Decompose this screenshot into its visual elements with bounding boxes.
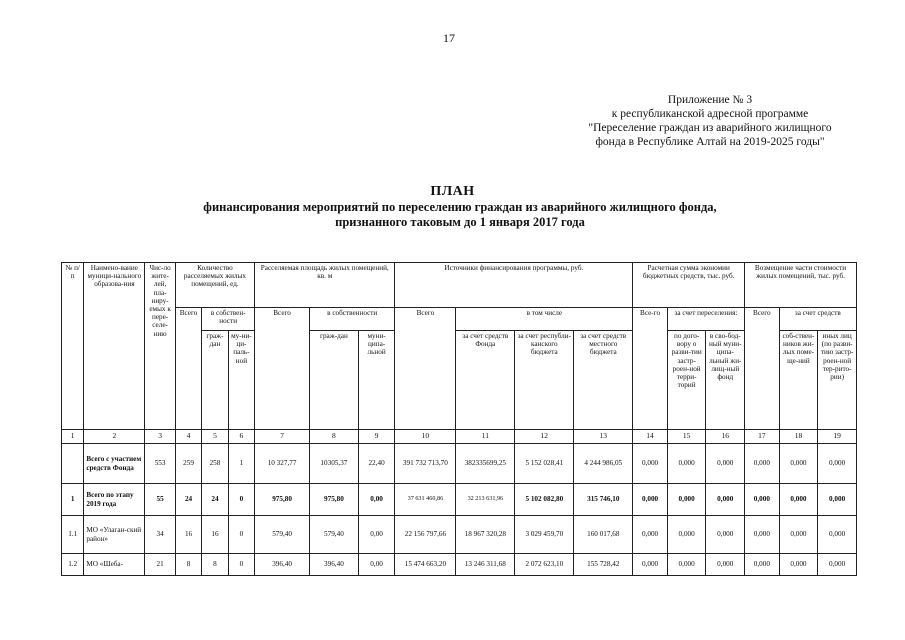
column-number: 2 — [84, 430, 145, 444]
header-src-republic: за счет республи-канского бюджета — [515, 331, 574, 430]
table-row — [62, 516, 857, 554]
column-number: 11 — [456, 430, 515, 444]
table-row — [62, 444, 857, 484]
cell-area-citizens: 579,40 — [310, 516, 359, 554]
header-comp-owners: соб-ствен-ников жи-лых поме-ще-ний — [779, 331, 818, 430]
cell-comp-others: 0,000 — [818, 484, 857, 516]
header-src-total: Всего — [395, 308, 456, 430]
header-eco-resettle: за счет переселения: — [667, 308, 744, 331]
header-area-owned: в собственности — [310, 308, 395, 331]
cell-eco-total: 0,000 — [633, 444, 668, 484]
cell-comp-owners: 0,000 — [779, 444, 818, 484]
cell-residents: 21 — [145, 554, 175, 576]
cell-eco-free: 0,000 — [706, 484, 745, 516]
cell-name: Всего по этапу 2019 года — [84, 484, 145, 516]
page-number: 17 — [443, 31, 455, 45]
plan-title: ПЛАН — [430, 184, 475, 199]
cell-area-citizens: 10305,37 — [310, 444, 359, 484]
cell-eco-contract: 0,000 — [667, 444, 706, 484]
header-num: № п/п — [62, 263, 84, 430]
cell-comp-total: 0,000 — [745, 516, 780, 554]
appendix-note — [560, 93, 860, 149]
header-src-including: в том числе — [456, 308, 633, 331]
cell-qty-municipal: 0 — [228, 516, 254, 554]
table-row — [62, 554, 857, 576]
column-number: 15 — [667, 430, 706, 444]
cell-comp-others: 0,000 — [818, 516, 857, 554]
cell-src-local: 160 017,68 — [574, 516, 633, 554]
table-row — [62, 484, 857, 516]
header-comp-total: Всего — [745, 308, 780, 430]
header-src-fund: за счет средств Фонда — [456, 331, 515, 430]
cell-src-total: 22 156 797,66 — [395, 516, 456, 554]
cell-comp-total: 0,000 — [745, 444, 780, 484]
cell-comp-others: 0,000 — [818, 444, 857, 484]
cell-comp-total: 0,000 — [745, 484, 780, 516]
cell-eco-free: 0,000 — [706, 554, 745, 576]
cell-qty-citizens: 258 — [202, 444, 228, 484]
header-src-local: за счет средств местного бюджета — [574, 331, 633, 430]
cell-area-municipal: 22,40 — [358, 444, 395, 484]
appendix-line: фонда в Республике Алтай на 2019-2025 годы" — [595, 136, 825, 148]
column-number: 14 — [633, 430, 668, 444]
column-number: 12 — [515, 430, 574, 444]
cell-eco-total: 0,000 — [633, 554, 668, 576]
cell-area-total: 975,80 — [255, 484, 310, 516]
financing-plan-table — [61, 262, 857, 576]
cell-qty-total: 259 — [175, 444, 201, 484]
header-economy: Расчетная сумма экономии бюджетных средств, тыс. руб. — [633, 263, 745, 308]
column-number: 6 — [228, 430, 254, 444]
column-number: 1 — [62, 430, 84, 444]
cell-residents: 553 — [145, 444, 175, 484]
cell-name: МО «Улаган-ский район» — [84, 516, 145, 554]
header-qty-total: Всего — [175, 308, 201, 430]
header-eco-contract: по дого-вору о разви-тии застр-роен-ной терри-торий — [667, 331, 706, 430]
cell-area-total: 396,40 — [255, 554, 310, 576]
column-number: 17 — [745, 430, 780, 444]
cell-num: 1 — [62, 484, 84, 516]
header-quantity: Количество расселяемых жилых помещений, ед. — [175, 263, 254, 308]
subtitle-line: признанного таковым до 1 января 2017 года — [335, 215, 585, 229]
column-number: 18 — [779, 430, 818, 444]
cell-comp-owners: 0,000 — [779, 484, 818, 516]
cell-src-republic: 5 152 028,41 — [515, 444, 574, 484]
cell-eco-free: 0,000 — [706, 516, 745, 554]
cell-eco-total: 0,000 — [633, 484, 668, 516]
cell-src-fund: 382335699,25 — [456, 444, 515, 484]
cell-src-republic: 3 029 459,70 — [515, 516, 574, 554]
cell-qty-total: 16 — [175, 516, 201, 554]
cell-src-local: 155 728,42 — [574, 554, 633, 576]
cell-qty-municipal: 0 — [228, 484, 254, 516]
header-qty-citizens: граж-дан — [202, 331, 228, 430]
cell-qty-municipal: 0 — [228, 554, 254, 576]
header-eco-free: в сво-бод-ный муни-ципа-льный жи-лищ-ный фонд — [706, 331, 745, 430]
column-number: 13 — [574, 430, 633, 444]
subtitle-line: финансирования мероприятий по переселению граждан из аварийного жилищного фонда, — [203, 200, 717, 214]
cell-src-fund: 13 246 311,68 — [456, 554, 515, 576]
cell-eco-contract: 0,000 — [667, 516, 706, 554]
cell-area-municipal: 0,00 — [358, 484, 395, 516]
header-area-municipal: муни-ципа-льной — [358, 331, 395, 430]
cell-num: 1.1 — [62, 516, 84, 554]
plan-subtitle — [120, 200, 800, 230]
cell-eco-contract: 0,000 — [667, 554, 706, 576]
cell-eco-contract: 0,000 — [667, 484, 706, 516]
column-number: 5 — [202, 430, 228, 444]
cell-qty-citizens: 8 — [202, 554, 228, 576]
cell-residents: 34 — [145, 516, 175, 554]
cell-src-total: 15 474 663,20 — [395, 554, 456, 576]
cell-name: МО «Шеба- — [84, 554, 145, 576]
cell-src-republic: 2 072 623,10 — [515, 554, 574, 576]
appendix-line: к республиканской адресной программе — [611, 108, 809, 120]
header-sources: Источники финансирования программы, руб. — [395, 263, 633, 308]
header-area-citizens: граж-дан — [310, 331, 359, 430]
cell-eco-free: 0,000 — [706, 444, 745, 484]
header-comp-means: за счет средств — [779, 308, 856, 331]
cell-area-municipal: 0,00 — [358, 516, 395, 554]
cell-comp-others: 0,000 — [818, 554, 857, 576]
cell-src-republic: 5 102 082,80 — [515, 484, 574, 516]
cell-comp-owners: 0,000 — [779, 516, 818, 554]
cell-area-citizens: 396,40 — [310, 554, 359, 576]
cell-num — [62, 444, 84, 484]
cell-residents: 55 — [145, 484, 175, 516]
column-number: 10 — [395, 430, 456, 444]
cell-qty-municipal: 1 — [228, 444, 254, 484]
header-compensation: Возмещение части стоимости жилых помещений, тыс. руб. — [745, 263, 857, 308]
cell-name: Всего с участием средств Фонда — [84, 444, 145, 484]
column-number: 16 — [706, 430, 745, 444]
appendix-line: "Переселение граждан из аварийного жилищного — [588, 122, 832, 134]
cell-eco-total: 0,000 — [633, 516, 668, 554]
header-area: Расселяемая площадь жилых помещений, кв. м — [255, 263, 395, 308]
header-name: Наимено-вание муници-нального образова-ния — [84, 263, 145, 430]
column-number: 7 — [255, 430, 310, 444]
header-area-total: Всего — [255, 308, 310, 430]
appendix-line: Приложение № 3 — [667, 94, 753, 106]
column-numbers-row — [62, 430, 857, 444]
cell-src-local: 4 244 986,05 — [574, 444, 633, 484]
column-number: 3 — [145, 430, 175, 444]
cell-num: 1.2 — [62, 554, 84, 576]
cell-qty-citizens: 24 — [202, 484, 228, 516]
cell-qty-total: 8 — [175, 554, 201, 576]
header-comp-others: иных лиц (по разви-тию застр-роен-ной тер-рито-рии) — [818, 331, 857, 430]
cell-comp-owners: 0,000 — [779, 554, 818, 576]
cell-area-total: 579,40 — [255, 516, 310, 554]
header-eco-total: Все-го — [633, 308, 668, 430]
cell-src-fund: 32 213 631,96 — [456, 484, 515, 516]
column-number: 8 — [310, 430, 359, 444]
cell-area-municipal: 0,00 — [358, 554, 395, 576]
cell-src-total: 391 732 713,70 — [395, 444, 456, 484]
column-number: 9 — [358, 430, 395, 444]
header-qty-owned: в собствен-ности — [202, 308, 255, 331]
column-number: 4 — [175, 430, 201, 444]
cell-qty-citizens: 16 — [202, 516, 228, 554]
cell-qty-total: 24 — [175, 484, 201, 516]
cell-comp-total: 0,000 — [745, 554, 780, 576]
header-residents: Чис-ло жите-лей, пла-ниру-емых к пере-селе-нию — [145, 263, 175, 430]
header-qty-municipal: му-ни-ци-паль-ной — [228, 331, 254, 430]
cell-src-fund: 18 967 320,28 — [456, 516, 515, 554]
cell-src-local: 315 746,10 — [574, 484, 633, 516]
cell-area-citizens: 975,80 — [310, 484, 359, 516]
cell-area-total: 10 327,77 — [255, 444, 310, 484]
column-number: 19 — [818, 430, 857, 444]
cell-src-total: 37 631 460,86 — [395, 484, 456, 516]
